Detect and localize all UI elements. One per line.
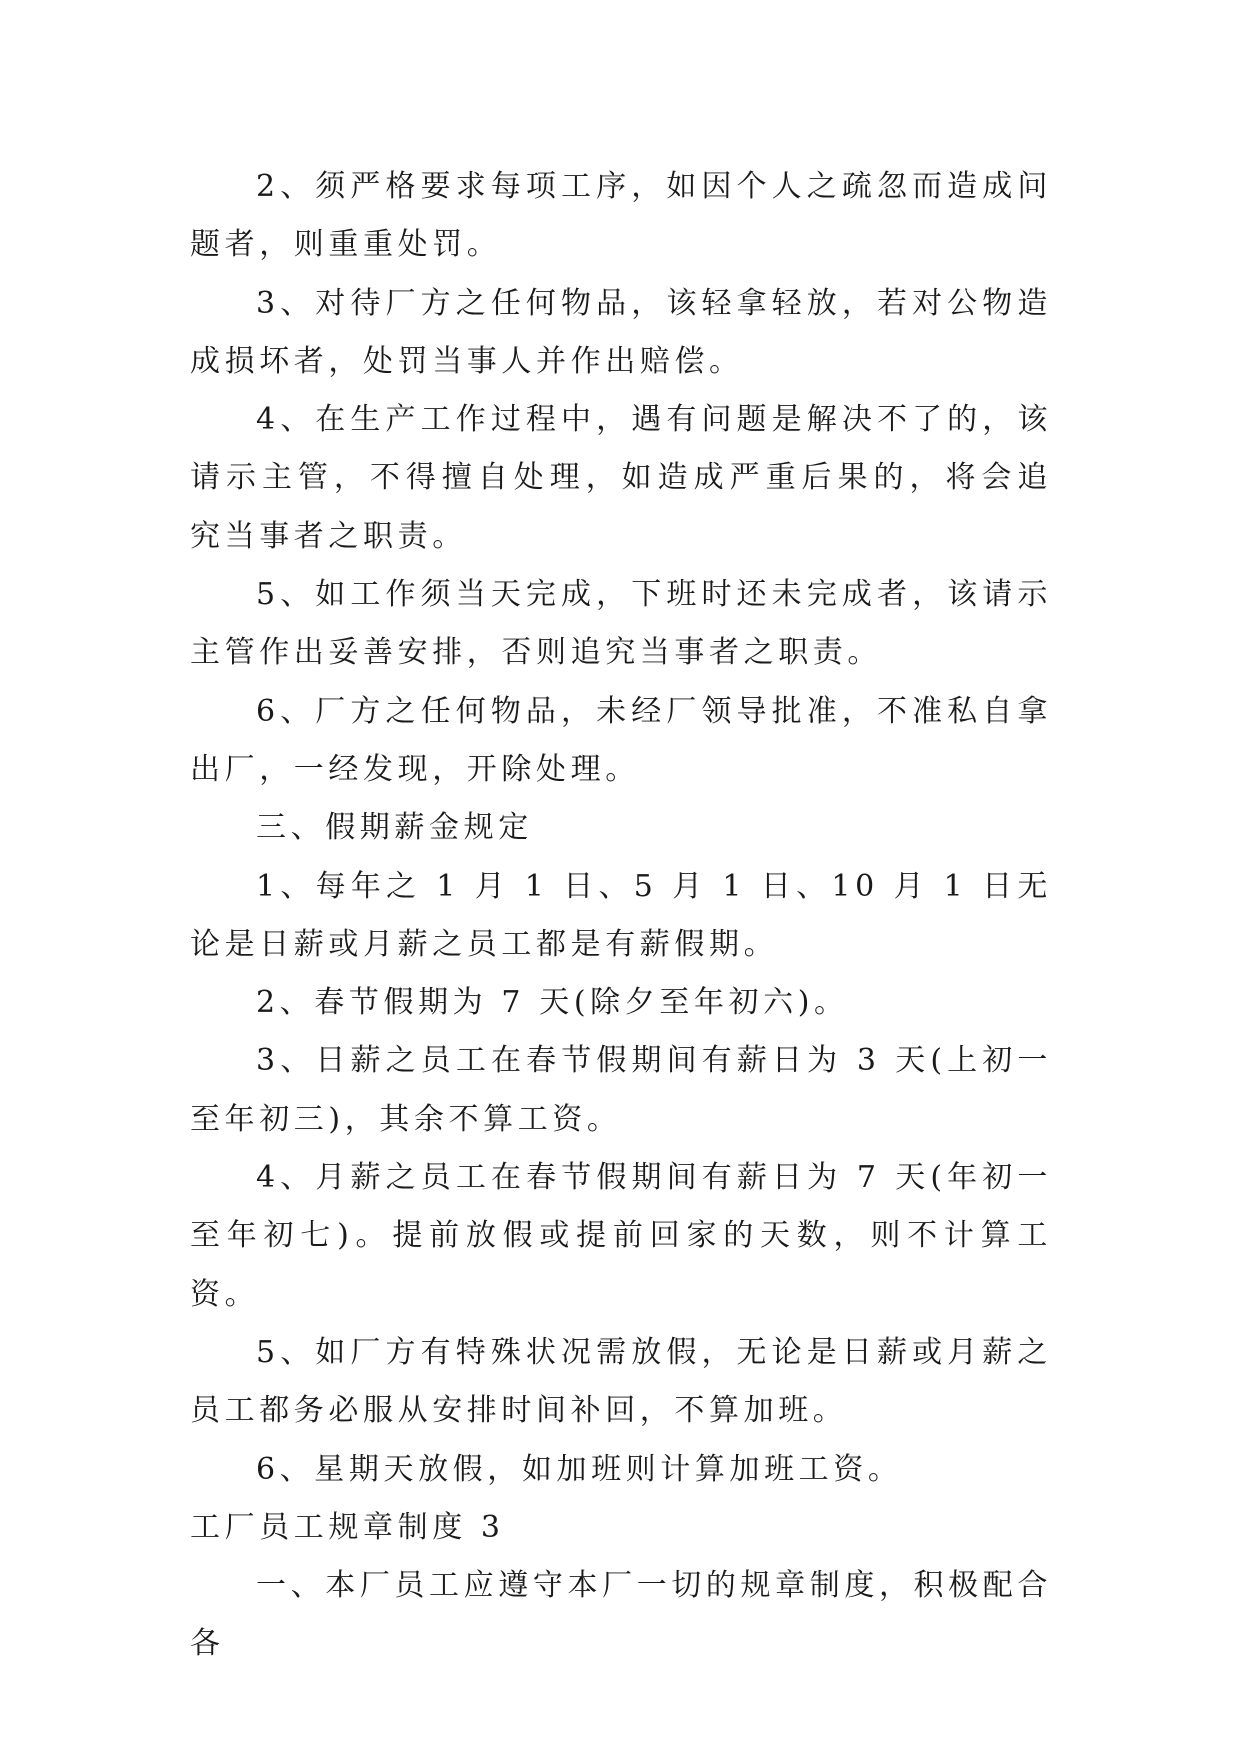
rule-paragraph: 2、须严格要求每项工序，如因个人之疏忽而造成问题者，则重重处罚。 [190, 169, 1052, 263]
rule-paragraph: 5、如厂方有特殊状况需放假，无论是日薪或月薪之员工都务必服从安排时间补回，不算加班。 [190, 1334, 1052, 1429]
rule-paragraph: 6、厂方之任何物品，未经厂领导批准，不准私自拿出厂，一经发现，开除处理。 [190, 693, 1052, 787]
rule-paragraph: 1、每年之 1 月 1 日、5 月 1 日、10 月 1 日无论是日薪或月薪之员工都是有薪假期。 [190, 868, 1052, 962]
rule-paragraph: 6、星期天放假，如加班则计算加班工资。 [256, 1451, 903, 1487]
rule-paragraph: 一、本厂员工应遵守本厂一切的规章制度，积极配合各 [190, 1568, 1052, 1662]
rule-paragraph: 3、对待厂方之任何物品，该轻拿轻放，若对公物造成损坏者，处罚当事人并作出赔偿。 [190, 285, 1052, 379]
rule-paragraph: 5、如工作须当天完成，下班时还未完成者，该请示主管作出妥善安排，否则追究当事者之职责。 [190, 577, 1052, 671]
rule-paragraph: 3、日薪之员工在春节假期间有薪日为 3 天(上初一至年初三)，其余不算工资。 [190, 1043, 1052, 1137]
rule-paragraph: 4、月薪之员工在春节假期间有薪日为 7 天(年初一至年初七)。提前放假或提前回家的天数，则不计算工资。 [190, 1160, 1052, 1312]
document-body [190, 158, 1052, 1674]
document-subtitle: 工厂员工规章制度 3 [190, 1509, 505, 1545]
rule-paragraph: 4、在生产工作过程中，遇有问题是解决不了的，该请示主管，不得擅自处理，如造成严重后果的，将会追究当事者之职责。 [190, 402, 1052, 554]
rule-paragraph: 2、春节假期为 7 天(除夕至年初六)。 [256, 985, 849, 1021]
section-heading: 三、假期薪金规定 [256, 810, 533, 846]
